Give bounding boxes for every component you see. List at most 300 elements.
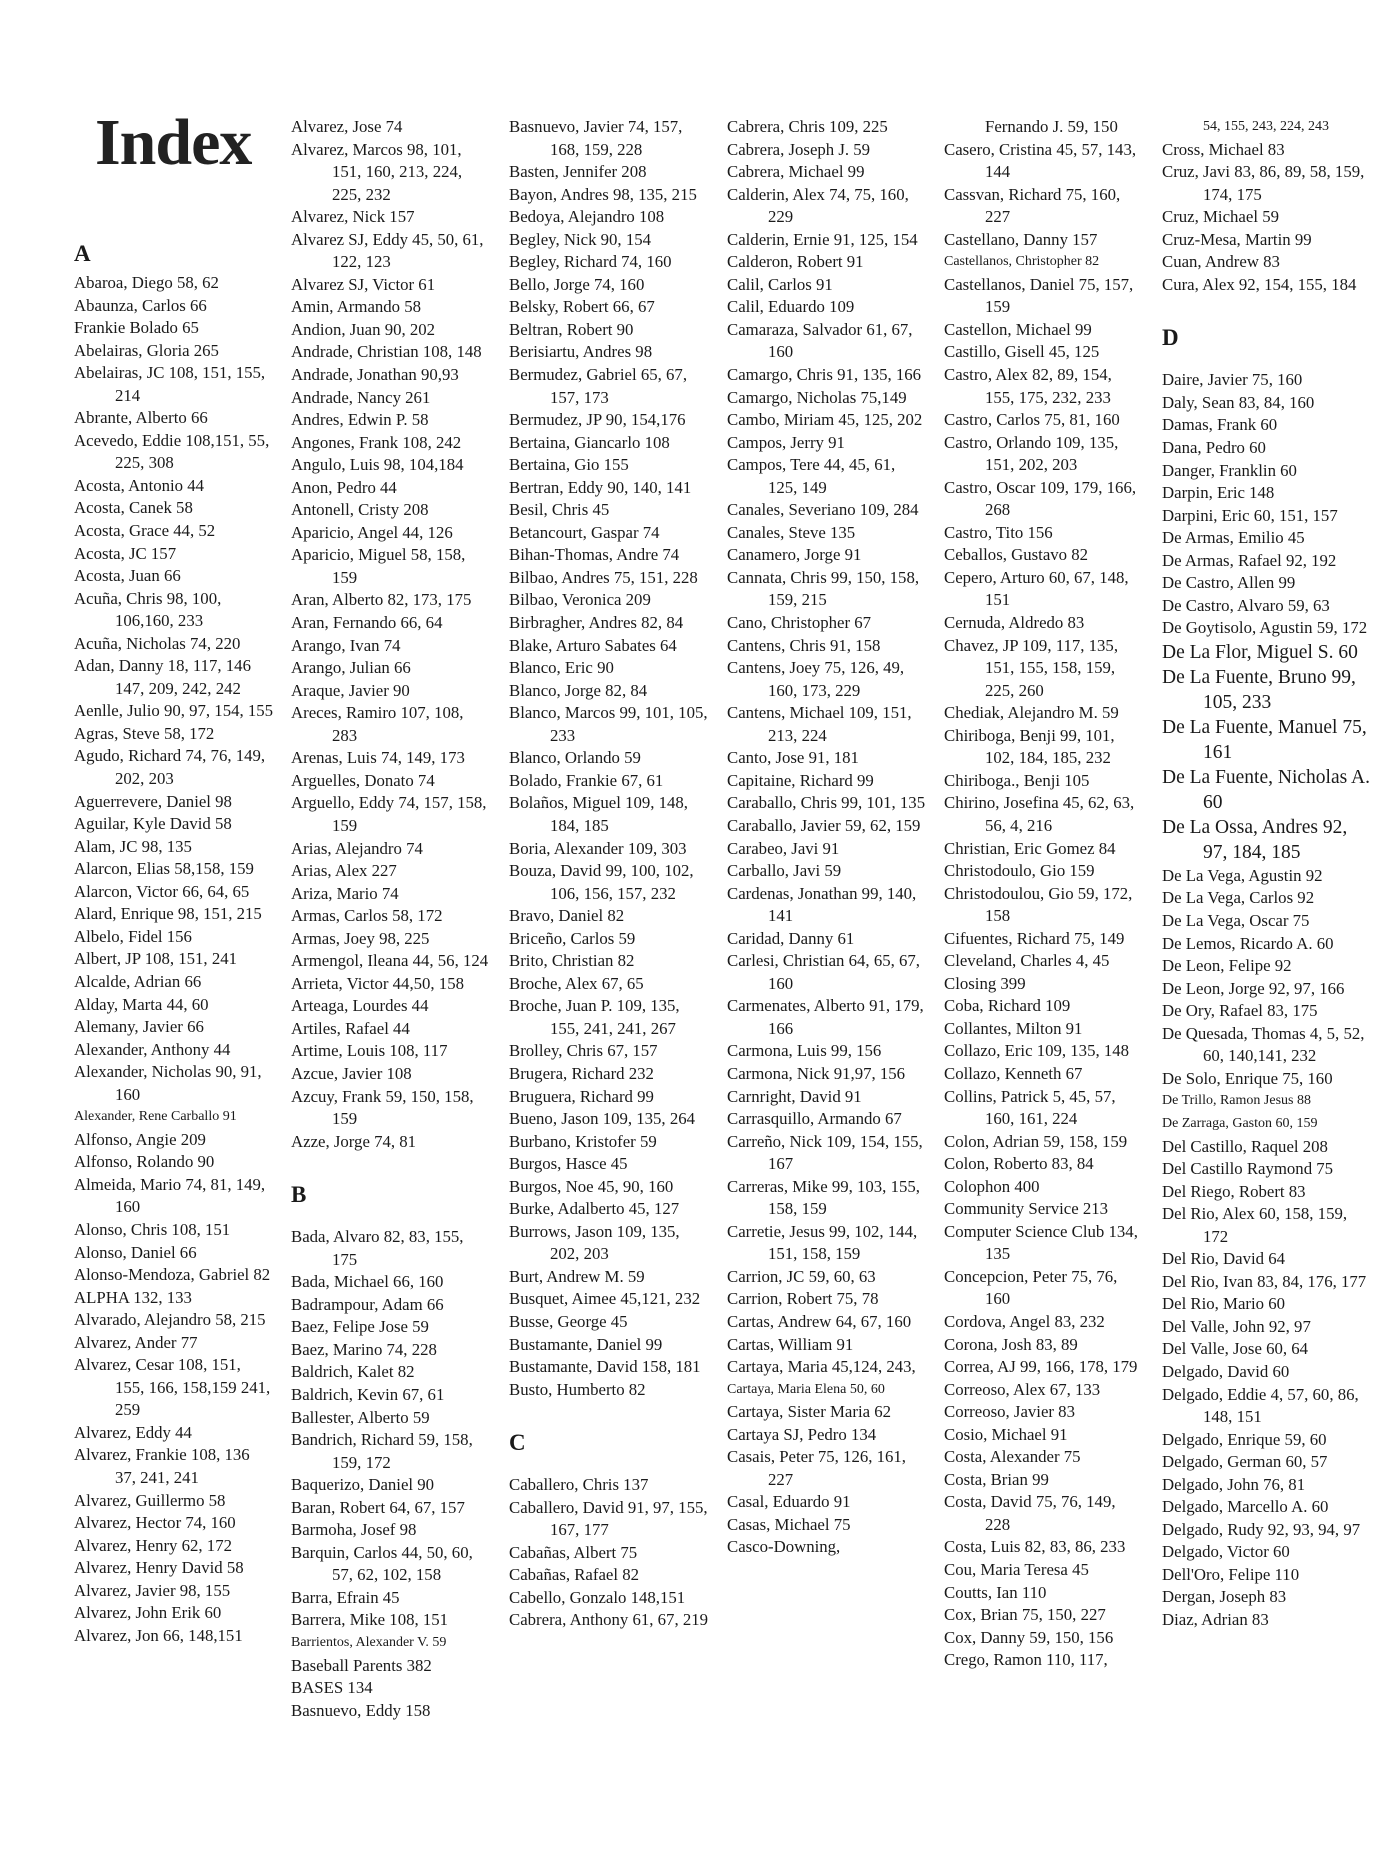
index-entry: Burbano, Kristofer 59 — [509, 1131, 657, 1151]
index-entry: Cabañas, Rafael 82 — [509, 1565, 640, 1585]
index-entry: Cifuentes, Richard 75, 149 — [944, 928, 1125, 948]
index-entry: Casas, Michael 75 — [727, 1514, 851, 1534]
index-entry: Delgado, German 60, 57 — [1162, 1452, 1328, 1472]
index-entry: Acosta, Canek 58 — [74, 498, 193, 518]
index-entry: Acuña, Nicholas 74, 220 — [74, 633, 241, 653]
index-entry: Diaz, Adrian 83 — [1162, 1609, 1269, 1629]
index-entry: Alvarez, Hector 74, 160 — [74, 1513, 236, 1533]
index-entry: Broche, Juan P. 109, 135, 155, 241, 241, 267 — [509, 996, 680, 1038]
index-entry: Andrade, Christian 108, 148 — [291, 342, 482, 362]
index-entry: Canto, Jose 91, 181 — [727, 748, 859, 768]
index-entry: Carballo, Javi 59 — [727, 861, 842, 881]
index-entry: Delgado, Rudy 92, 93, 94, 97 — [1162, 1519, 1361, 1539]
index-entry: Castro, Tito 156 — [944, 522, 1053, 542]
index-entry: Castellanos, Christopher 82 — [944, 254, 1100, 270]
index-entry: Alday, Marta 44, 60 — [74, 994, 209, 1014]
index-entry: Casais, Peter 75, 126, 161, 227 — [727, 1447, 906, 1489]
index-entry: Baez, Felipe Jose 59 — [291, 1317, 429, 1337]
section-letter-a: A — [74, 241, 91, 266]
index-entry: Cabrera, Michael 99 — [727, 162, 865, 182]
index-entry: Brito, Christian 82 — [509, 951, 635, 971]
entry-list — [291, 1226, 491, 1722]
index-entry: Alexander, Anthony 44 — [74, 1039, 231, 1059]
index-entry: Alvarez, Henry 62, 172 — [74, 1535, 232, 1555]
index-entry: Bolaños, Miguel 109, 148, 184, 185 — [509, 793, 688, 835]
entry-list — [944, 116, 1144, 1672]
index-entry: Costa, Alexander 75 — [944, 1447, 1081, 1467]
index-entry: Bilbao, Andres 75, 151, 228 — [509, 567, 698, 587]
index-entry: Cantens, Chris 91, 158 — [727, 635, 881, 655]
index-entry: Carreras, Mike 99, 103, 155, 158, 159 — [727, 1176, 920, 1219]
index-entry: Christian, Eric Gomez 84 — [944, 838, 1116, 858]
index-entry: Cantens, Michael 109, 151, 213, 224 — [727, 703, 912, 745]
index-entry: Alvarez, John Erik 60 — [74, 1603, 222, 1623]
index-entry: Bayon, Andres 98, 135, 215 — [509, 184, 697, 204]
index-entry: Arguelles, Donato 74 — [291, 770, 435, 790]
index-entry: Aparicio, Miguel 58, 158, 159 — [291, 545, 466, 587]
index-entry: Costa, David 75, 76, 149, 228 — [944, 1492, 1116, 1534]
index-entry: Campos, Jerry 91 — [727, 432, 845, 452]
index-entry: 54, 155, 243, 224, 243 — [1203, 119, 1329, 134]
index-entry: Blake, Arturo Sabates 64 — [509, 635, 677, 655]
index-entry: Albert, JP 108, 151, 241 — [74, 949, 237, 969]
index-entry: Cantens, Joey 75, 126, 49, 160, 173, 229 — [727, 658, 905, 700]
index-entry: Alemany, Javier 66 — [74, 1017, 204, 1037]
index-entry: Boria, Alexander 109, 303 — [509, 838, 687, 858]
index-entry: Del Rio, Mario 60 — [1162, 1294, 1286, 1314]
index-entry: Casal, Eduardo 91 — [727, 1492, 851, 1512]
index-entry: Coba, Richard 109 — [944, 996, 1071, 1016]
index-entry: Areces, Ramiro 107, 108, 283 — [291, 703, 464, 745]
index-entry: Correoso, Alex 67, 133 — [944, 1379, 1101, 1399]
index-entry: Costa, Brian 99 — [944, 1469, 1049, 1489]
index-entry: Amin, Armando 58 — [291, 297, 422, 317]
index-entry: Bandrich, Richard 59, 158, 159, 172 — [291, 1430, 473, 1472]
index-entry: De Leon, Felipe 92 — [1162, 956, 1292, 976]
index-entry: De La Vega, Carlos 92 — [1162, 888, 1315, 908]
index-entry: Alfonso, Rolando 90 — [74, 1152, 215, 1172]
index-entry: Alam, JC 98, 135 — [74, 836, 192, 856]
index-entry: Chiriboga, Benji 99, 101, 102, 184, 185, 232 — [944, 725, 1115, 768]
index-entry: Baseball Parents 382 — [291, 1655, 432, 1675]
index-entry: Abelairas, Gloria 265 — [74, 340, 219, 360]
index-entry: Bedoya, Alejandro 108 — [509, 207, 665, 227]
index-entry: Cordova, Angel 83, 232 — [944, 1311, 1105, 1331]
index-entry: Cepero, Arturo 60, 67, 148, 151 — [944, 567, 1129, 610]
index-entry: Ballester, Alberto 59 — [291, 1407, 430, 1427]
index-entry: Del Riego, Robert 83 — [1162, 1181, 1306, 1201]
index-entry: Alcalde, Adrian 66 — [74, 971, 202, 991]
index-entry: Caridad, Danny 61 — [727, 928, 855, 948]
index-entry: Besil, Chris 45 — [509, 500, 610, 520]
index-entry: Chirino, Josefina 45, 62, 63, 56, 4, 216 — [944, 793, 1135, 835]
index-entry: Azcue, Javier 108 — [291, 1063, 412, 1083]
index-entry: Andres, Edwin P. 58 — [291, 410, 429, 430]
index-entry: Del Castillo Raymond 75 — [1162, 1159, 1334, 1179]
index-entry: Darpin, Eric 148 — [1162, 483, 1275, 503]
index-entry: Collins, Patrick 5, 45, 57, 160, 161, 224 — [944, 1086, 1116, 1129]
index-entry: Burke, Adalberto 45, 127 — [509, 1199, 680, 1219]
index-entry: Cabrera, Joseph J. 59 — [727, 139, 871, 159]
index-entry: Canamero, Jorge 91 — [727, 545, 862, 565]
index-entry: Cannata, Chris 99, 150, 158, 159, 215 — [727, 567, 920, 610]
index-entry: De Quesada, Thomas 4, 5, 52, 60, 140,141, 232 — [1162, 1023, 1365, 1066]
index-entry: Carnright, David 91 — [727, 1086, 862, 1106]
index-entry: Community Service 213 — [944, 1199, 1109, 1219]
index-entry: Acosta, Grace 44, 52 — [74, 521, 216, 541]
index-entry: Carmona, Luis 99, 156 — [727, 1041, 882, 1061]
index-entry: Alonso-Mendoza, Gabriel 82 — [74, 1265, 271, 1285]
index-entry: Del Valle, Jose 60, 64 — [1162, 1339, 1309, 1359]
index-entry: Cabrera, Anthony 61, 67, 219 — [509, 1610, 709, 1630]
index-entry: Acuña, Chris 98, 100, 106,160, 233 — [74, 588, 222, 631]
index-entry: Carreño, Nick 109, 154, 155, 167 — [727, 1131, 923, 1174]
index-entry: Arango, Julian 66 — [291, 658, 411, 678]
index-entry: Bertran, Eddy 90, 140, 141 — [509, 477, 692, 497]
index-entry: Corona, Josh 83, 89 — [944, 1334, 1078, 1354]
index-entry: Castro, Orlando 109, 135, 151, 202, 203 — [944, 432, 1119, 475]
index-entry: Blanco, Orlando 59 — [509, 748, 641, 768]
index-entry: Alvarez, Guillermo 58 — [74, 1490, 226, 1510]
index-entry: De Leon, Jorge 92, 97, 166 — [1162, 978, 1345, 998]
index-entry: Capitaine, Richard 99 — [727, 770, 874, 790]
page-title: Index — [95, 106, 252, 179]
index-entry: Alarcon, Victor 66, 64, 65 — [74, 881, 250, 901]
index-entry: Cartas, William 91 — [727, 1334, 854, 1354]
index-entry: De La Vega, Oscar 75 — [1162, 911, 1310, 931]
index-entry: Camargo, Chris 91, 135, 166 — [727, 365, 922, 385]
index-entry: Cox, Danny 59, 150, 156 — [944, 1627, 1114, 1647]
index-entry: Delgado, John 76, 81 — [1162, 1474, 1306, 1494]
index-entry: Alarcon, Elias 58,158, 159 — [74, 859, 254, 879]
index-entry: Cartaya, Sister Maria 62 — [727, 1402, 892, 1422]
index-entry: Arguello, Eddy 74, 157, 158, 159 — [291, 793, 487, 835]
index-entry: Burt, Andrew M. 59 — [509, 1266, 645, 1286]
entry-list — [509, 116, 709, 1401]
index-entry: Cosio, Michael 91 — [944, 1424, 1068, 1444]
index-entry: Carrion, JC 59, 60, 63 — [727, 1266, 876, 1286]
index-entry: De La Fuente, Nicholas A. 60 — [1162, 766, 1370, 813]
index-entry: Frankie Bolado 65 — [74, 318, 199, 338]
index-entry: Arenas, Luis 74, 149, 173 — [291, 748, 465, 768]
index-entry: Bilbao, Veronica 209 — [509, 590, 651, 610]
index-entry: Del Rio, David 64 — [1162, 1249, 1286, 1269]
index-entry: Cou, Maria Teresa 45 — [944, 1560, 1089, 1579]
index-entry: Arrieta, Victor 44,50, 158 — [291, 973, 464, 993]
index-entry: Alvarez, Eddy 44 — [74, 1422, 192, 1442]
entry-list — [1162, 369, 1372, 1631]
index-column-6 — [1162, 116, 1372, 1632]
index-entry: De Trillo, Ramon Jesus 88 — [1162, 1093, 1311, 1109]
index-entry: Caraballo, Javier 59, 62, 159 — [727, 815, 921, 835]
index-entry: Badrampour, Adam 66 — [291, 1294, 444, 1314]
entry-list — [509, 1474, 709, 1632]
index-entry: Delgado, Victor 60 — [1162, 1542, 1290, 1562]
index-entry: Calderon, Robert 91 — [727, 252, 864, 272]
index-entry: Artiles, Rafael 44 — [291, 1018, 410, 1038]
index-entry: Brugera, Richard 232 — [509, 1063, 654, 1083]
index-entry: Andion, Juan 90, 202 — [291, 319, 436, 339]
index-entry: Berisiartu, Andres 98 — [509, 342, 653, 362]
index-entry: Bada, Michael 66, 160 — [291, 1272, 444, 1292]
index-entry: Cassvan, Richard 75, 160, 227 — [944, 184, 1121, 227]
index-entry: Bustamante, Daniel 99 — [509, 1334, 663, 1354]
index-entry: Armas, Joey 98, 225 — [291, 928, 430, 948]
index-entry: Bello, Jorge 74, 160 — [509, 274, 645, 294]
index-entry: Busse, George 45 — [509, 1311, 628, 1331]
index-entry: Armas, Carlos 58, 172 — [291, 906, 443, 926]
index-entry: Abaunza, Carlos 66 — [74, 295, 207, 315]
index-entry: Alvarez, Henry David 58 — [74, 1558, 244, 1578]
index-column-5 — [944, 116, 1144, 1672]
index-entry: De Castro, Allen 99 — [1162, 573, 1296, 593]
index-entry: Broche, Alex 67, 65 — [509, 973, 644, 993]
index-entry: Collazo, Kenneth 67 — [944, 1063, 1083, 1083]
index-entry: De Armas, Rafael 92, 192 — [1162, 550, 1337, 570]
index-entry: Barmoha, Josef 98 — [291, 1520, 417, 1540]
index-entry: Alvarez, Javier 98, 155 — [74, 1580, 231, 1600]
index-entry: Cruz-Mesa, Martin 99 — [1162, 229, 1312, 249]
index-entry: Calil, Carlos 91 — [727, 274, 833, 294]
index-entry: Agudo, Richard 74, 76, 149, 202, 203 — [74, 746, 266, 789]
index-entry: Del Rio, Alex 60, 158, 159, 172 — [1162, 1204, 1348, 1246]
index-entry: De Zarraga, Gaston 60, 159 — [1162, 1115, 1318, 1131]
index-entry: Abaroa, Diego 58, 62 — [74, 273, 219, 292]
index-column-4 — [727, 116, 927, 1559]
index-entry: Alard, Enrique 98, 151, 215 — [74, 904, 262, 924]
index-entry: Cox, Brian 75, 150, 227 — [944, 1605, 1106, 1625]
index-entry: Basnuevo, Eddy 158 — [291, 1700, 431, 1720]
index-entry: Albelo, Fidel 156 — [74, 926, 192, 946]
index-entry: Christodoulo, Gio 159 — [944, 861, 1095, 881]
index-entry: Andrade, Jonathan 90,93 — [291, 365, 459, 385]
index-entry: Abrante, Alberto 66 — [74, 408, 208, 428]
index-entry: Cartaya, Maria Elena 50, 60 — [727, 1381, 885, 1397]
index-entry: Barrera, Mike 108, 151 — [291, 1610, 449, 1630]
index-entry: Alvarez, Jon 66, 148,151 — [74, 1625, 243, 1645]
index-entry: Closing 399 — [944, 973, 1026, 993]
index-entry: Angones, Frank 108, 242 — [291, 432, 462, 452]
index-entry: Cruz, Michael 59 — [1162, 207, 1279, 227]
index-entry: Bihan-Thomas, Andre 74 — [509, 545, 680, 565]
index-entry: Arteaga, Lourdes 44 — [291, 996, 429, 1016]
index-entry: Arias, Alex 227 — [291, 861, 397, 881]
index-entry: Chiriboga., Benji 105 — [944, 770, 1090, 790]
index-entry: Begley, Richard 74, 160 — [509, 252, 672, 272]
index-entry: De Castro, Alvaro 59, 63 — [1162, 595, 1330, 615]
index-entry: Christodoulou, Gio 59, 172, 158 — [944, 883, 1133, 926]
index-entry: Acosta, JC 157 — [74, 543, 177, 563]
index-entry: Alvarez, Jose 74 — [291, 117, 403, 136]
index-entry: Delgado, David 60 — [1162, 1361, 1290, 1381]
index-entry: Castro, Oscar 109, 179, 166, 268 — [944, 477, 1137, 520]
index-entry: Ariza, Mario 74 — [291, 883, 399, 903]
index-entry: De Armas, Emilio 45 — [1162, 528, 1305, 548]
index-entry: Bruguera, Richard 99 — [509, 1086, 654, 1106]
index-entry: Aenlle, Julio 90, 97, 154, 155 — [74, 701, 274, 721]
index-entry: Baran, Robert 64, 67, 157 — [291, 1497, 465, 1517]
index-entry: Caballero, Chris 137 — [509, 1475, 649, 1495]
index-entry: Castillo, Gisell 45, 125 — [944, 342, 1100, 362]
index-entry: Caballero, David 91, 97, 155, 167, 177 — [509, 1497, 708, 1540]
index-entry: Castro, Carlos 75, 81, 160 — [944, 410, 1120, 430]
section-letter-c: C — [509, 1430, 526, 1456]
index-entry: Ceballos, Gustavo 82 — [944, 545, 1089, 565]
index-entry: Blanco, Jorge 82, 84 — [509, 680, 648, 700]
index-entry: Alvarez SJ, Eddy 45, 50, 61, 122, 123 — [291, 229, 484, 272]
index-entry: Cabello, Gonzalo 148,151 — [509, 1587, 686, 1607]
index-entry: Araque, Javier 90 — [291, 680, 410, 700]
index-entry: ALPHA 132, 133 — [74, 1287, 192, 1307]
index-entry: Colon, Roberto 83, 84 — [944, 1154, 1094, 1174]
index-entry: Cartas, Andrew 64, 67, 160 — [727, 1311, 912, 1331]
index-entry: Aparicio, Angel 44, 126 — [291, 522, 453, 542]
index-entry: Armengol, Ileana 44, 56, 124 — [291, 951, 489, 971]
index-entry: Del Rio, Ivan 83, 84, 176, 177 — [1162, 1271, 1367, 1291]
index-entry: Busto, Humberto 82 — [509, 1379, 646, 1399]
index-entry: Baquerizo, Daniel 90 — [291, 1475, 435, 1495]
index-entry: Baldrich, Kalet 82 — [291, 1362, 415, 1382]
index-entry: Alvarez, Cesar 108, 151, 155, 166, 158,159 241, 259 — [74, 1355, 271, 1420]
index-entry: Cartaya, Maria 45,124, 243, — [727, 1357, 916, 1377]
index-entry: BASES 134 — [291, 1678, 373, 1698]
index-entry: Angulo, Luis 98, 104,184 — [291, 455, 464, 475]
index-entry: Cross, Michael 83 — [1162, 139, 1285, 159]
index-entry: Acosta, Juan 66 — [74, 566, 181, 586]
index-entry: Colon, Adrian 59, 158, 159 — [944, 1131, 1128, 1151]
index-entry: Darpini, Eric 60, 151, 157 — [1162, 505, 1338, 525]
index-entry: Cano, Christopher 67 — [727, 613, 872, 633]
section-letter-b: B — [291, 1182, 307, 1208]
index-entry: Blanco, Eric 90 — [509, 658, 614, 678]
index-entry: Dell'Oro, Felipe 110 — [1162, 1564, 1300, 1584]
index-entry: Delgado, Eddie 4, 57, 60, 86, 148, 151 — [1162, 1384, 1359, 1427]
index-entry: Calderin, Alex 74, 75, 160, 229 — [727, 184, 909, 227]
index-entry: Camargo, Nicholas 75,149 — [727, 387, 907, 407]
index-entry: Antonell, Cristy 208 — [291, 500, 429, 520]
index-entry: Burrows, Jason 109, 135, 202, 203 — [509, 1221, 680, 1264]
index-entry: Barrientos, Alexander V. 59 — [291, 1635, 447, 1650]
index-entry: Acosta, Antonio 44 — [74, 475, 205, 495]
index-entry: De Goytisolo, Agustin 59, 172 — [1162, 618, 1368, 638]
index-entry: Castro, Alex 82, 89, 154, 155, 175, 232, 233 — [944, 365, 1112, 407]
index-entry: Briceño, Carlos 59 — [509, 928, 636, 948]
index-entry: Castellano, Danny 157 — [944, 229, 1098, 249]
index-entry: Carrion, Robert 75, 78 — [727, 1289, 879, 1309]
index-entry: Cura, Alex 92, 154, 155, 184 — [1162, 274, 1357, 294]
index-entry: Adan, Danny 18, 117, 146 147, 209, 242, 242 — [74, 656, 251, 698]
index-entry: Belsky, Robert 66, 67 — [509, 297, 655, 317]
index-entry: Cabañas, Albert 75 — [509, 1542, 638, 1562]
index-entry: Almeida, Mario 74, 81, 149, 160 — [74, 1174, 266, 1217]
index-entry: Basten, Jennifer 208 — [509, 162, 647, 182]
index-entry: Bertaina, Giancarlo 108 — [509, 432, 670, 452]
index-entry: Fernando J. 59, 150 — [985, 117, 1118, 136]
index-entry: Blanco, Marcos 99, 101, 105, 233 — [509, 703, 708, 745]
index-entry: Azcuy, Frank 59, 150, 158, 159 — [291, 1086, 474, 1129]
entry-list — [1162, 116, 1372, 296]
index-entry: Chediak, Alejandro M. 59 — [944, 703, 1119, 723]
index-entry: Collazo, Eric 109, 135, 148 — [944, 1041, 1130, 1061]
index-entry: Daire, Javier 75, 160 — [1162, 370, 1303, 390]
index-entry: De La Vega, Agustin 92 — [1162, 865, 1323, 885]
index-entry: De Lemos, Ricardo A. 60 — [1162, 933, 1334, 953]
index-entry: Birbragher, Andres 82, 84 — [509, 613, 684, 633]
index-entry: Bada, Alvaro 82, 83, 155, 175 — [291, 1227, 464, 1269]
index-entry: Barra, Efrain 45 — [291, 1587, 400, 1607]
index-entry: Alvarado, Alejandro 58, 215 — [74, 1310, 266, 1330]
index-entry: Costa, Luis 82, 83, 86, 233 — [944, 1537, 1126, 1557]
index-entry: Alvarez, Frankie 108, 136 37, 241, 241 — [74, 1445, 250, 1487]
index-entry: De Ory, Rafael 83, 175 — [1162, 1001, 1318, 1021]
index-entry: Casero, Cristina 45, 57, 143, 144 — [944, 139, 1137, 182]
index-entry: Alonso, Daniel 66 — [74, 1242, 197, 1262]
entry-list — [291, 116, 491, 1153]
index-column-3 — [509, 116, 709, 1632]
index-entry: De La Flor, Miguel S. 60 — [1162, 641, 1358, 663]
index-entry: Casco-Downing, — [727, 1537, 841, 1557]
index-entry: Arias, Alejandro 74 — [291, 838, 423, 858]
index-entry: Castellanos, Daniel 75, 157, 159 — [944, 274, 1134, 317]
index-entry: Correa, AJ 99, 166, 178, 179 — [944, 1357, 1138, 1377]
index-entry: Aran, Alberto 82, 173, 175 — [291, 590, 472, 610]
index-entry: Bueno, Jason 109, 135, 264 — [509, 1109, 695, 1129]
index-entry: Concepcion, Peter 75, 76, 160 — [944, 1266, 1118, 1309]
index-entry: Agras, Steve 58, 172 — [74, 723, 215, 743]
index-entry: Bustamante, David 158, 181 — [509, 1357, 701, 1377]
index-entry: Bolado, Frankie 67, 61 — [509, 770, 664, 790]
index-entry: De La Fuente, Manuel 75, 161 — [1162, 716, 1367, 763]
index-entry: Burgos, Hasce 45 — [509, 1154, 628, 1174]
index-entry: Anon, Pedro 44 — [291, 477, 397, 497]
index-entry: Bouza, David 99, 100, 102, 106, 156, 157, 232 — [509, 861, 694, 903]
index-entry: Alvarez, Ander 77 — [74, 1332, 198, 1352]
index-entry: Bravo, Daniel 82 — [509, 906, 625, 926]
index-entry: Castellon, Michael 99 — [944, 319, 1092, 339]
index-entry: Chavez, JP 109, 117, 135, 151, 155, 158, 159, 225, 260 — [944, 635, 1119, 700]
index-entry: De La Fuente, Bruno 99, 105, 233 — [1162, 666, 1356, 713]
index-entry: Aguilar, Kyle David 58 — [74, 814, 232, 834]
index-entry: Delgado, Enrique 59, 60 — [1162, 1429, 1327, 1449]
index-entry: Camaraza, Salvador 61, 67, 160 — [727, 319, 913, 362]
index-entry: Begley, Nick 90, 154 — [509, 229, 651, 249]
index-entry: Azze, Jorge 74, 81 — [291, 1131, 417, 1151]
index-entry: Aran, Fernando 66, 64 — [291, 613, 443, 633]
index-entry: Cernuda, Aldredo 83 — [944, 613, 1085, 633]
index-entry: Bertaina, Gio 155 — [509, 455, 629, 475]
index-entry: Baldrich, Kevin 67, 61 — [291, 1384, 445, 1404]
index-entry: Carlesi, Christian 64, 65, 67, 160 — [727, 951, 920, 993]
index-entry: De La Ossa, Andres 92, 97, 184, 185 — [1162, 816, 1348, 863]
index-entry: Dergan, Joseph 83 — [1162, 1587, 1287, 1607]
index-entry: Burgos, Noe 45, 90, 160 — [509, 1176, 674, 1196]
index-entry: Alfonso, Angie 209 — [74, 1129, 206, 1149]
index-entry: Alexander, Nicholas 90, 91, 160 — [74, 1062, 262, 1104]
index-entry: Carabeo, Javi 91 — [727, 838, 840, 858]
index-entry: Carretie, Jesus 99, 102, 144, 151, 158, 159 — [727, 1221, 918, 1264]
index-entry: Danger, Franklin 60 — [1162, 460, 1297, 480]
index-entry: Beltran, Robert 90 — [509, 319, 634, 339]
index-entry: Alexander, Rene Carballo 91 — [74, 1109, 237, 1125]
index-entry: Baez, Marino 74, 228 — [291, 1339, 437, 1359]
index-entry: Abelairas, JC 108, 151, 155, 214 — [74, 363, 266, 405]
index-entry: Arango, Ivan 74 — [291, 635, 401, 655]
index-entry: Acevedo, Eddie 108,151, 55, 225, 308 — [74, 430, 270, 473]
index-entry: Delgado, Marcello A. 60 — [1162, 1497, 1329, 1517]
index-entry: Alvarez SJ, Victor 61 — [291, 274, 436, 294]
index-entry: Busquet, Aimee 45,121, 232 — [509, 1289, 701, 1309]
index-entry: Barquin, Carlos 44, 50, 60, 57, 62, 102, 158 — [291, 1542, 473, 1585]
